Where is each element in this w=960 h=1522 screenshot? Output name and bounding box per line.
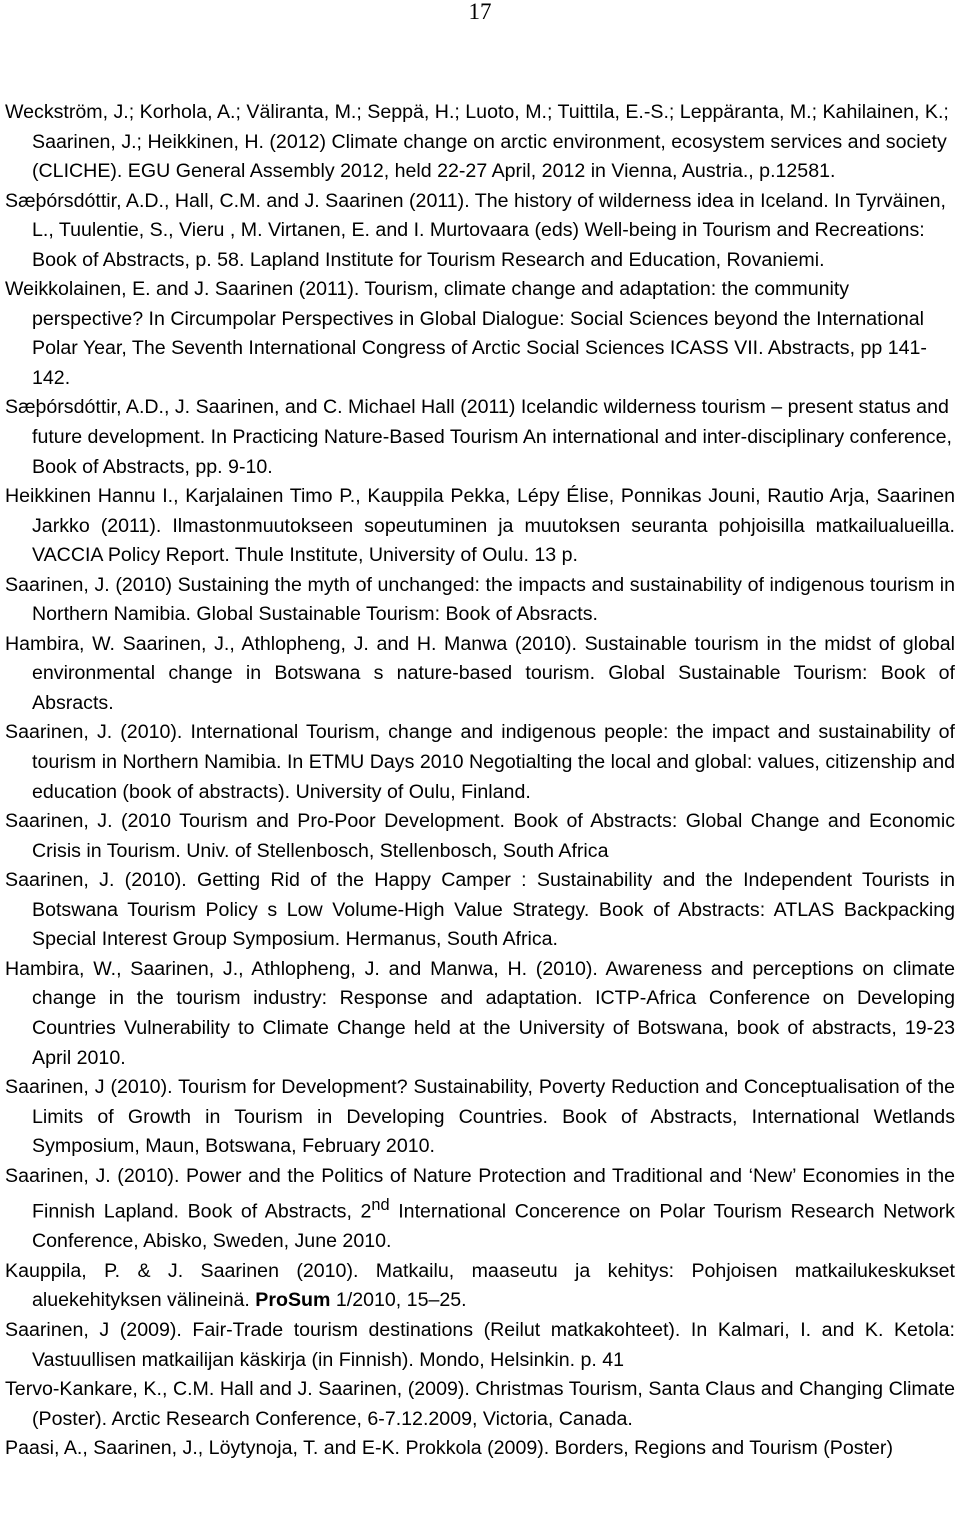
reference-text: Saarinen, J. (2010). Power and the Politics of Nature Protection and Traditional and ‘New’ Economies in the Finnish Lapland. Book of Abstracts, 2 [5,1164,955,1223]
reference-item [5,1257,955,1316]
reference-text: Kauppila, P. & J. Saarinen (2010). Matkailu, maaseutu ja kehitys: Pohjoisen matkailukeskukset aluekehityksen välineinä. [5,1259,955,1312]
reference-item: Saarinen, J. (2010) Sustaining the myth of unchanged: the impacts and sustainability of indigenous tourism in Northern Namibia. Global Sustainable Tourism: Book of Absracts. [5,573,955,626]
superscript: nd [371,1196,390,1215]
reference-text: 1/2010, 15–25. [330,1289,467,1312]
reference-item: Paasi, A., Saarinen, J., Löytynoja, T. and E-K. Prokkola (2009). Borders, Regions and Tourism (Poster) [5,1437,893,1460]
reference-item: Heikkinen Hannu I., Karjalainen Timo P., Kauppila Pekka, Lépy Élise, Ponnikas Jouni, Rautio Arja, Saarinen Jarkko (2011). Ilmastonmuutokseen sopeutuminen ja muutoksen seuranta pohjoisilla matkailualueilla. VACCIA Policy Report. Thule Institute, University of Oulu. 13 p. [5,485,955,567]
reference-item: Weckström, J.; Korhola, A.; Väliranta, M.; Seppä, H.; Luoto, M.; Tuittila, E.-S.; Leppäranta, M.; Kahilainen, K.; Saarinen, J.; Heikkinen, H. (2012) Climate change on arctic environment, ecosystem services and society (CLICHE). EGU General Assembly 2012, held 22-27 April, 2012 in Vienna, Austria., p.12581. [5,101,949,183]
reference-item: Saarinen, J. (2010). International Tourism, change and indigenous people: the impact and sustainability of tourism in Northern Namibia. In ETMU Days 2010 Negotialting the local and global: values, citizenship and education (book of abstracts). University of Oulu, Finland. [5,721,955,803]
page-number: 17 [468,0,492,24]
reference-text: International Concerence on Polar Tourism Research Network Conference, Abisko, Sweden, June 2010. [32,1200,955,1253]
reference-item: Saarinen, J. (2010). Getting Rid of the Happy Camper : Sustainability and the Independent Tourists in Botswana Tourism Policy s Low Volume-High Value Strategy. Book of Abstracts: ATLAS Backpacking Special Interest Group Symposium. Hermanus, South Africa. [5,869,955,951]
reference-item: Saarinen, J (2009). Fair-Trade tourism destinations (Reilut matkakohteet). In Kalmari, I. and K. Ketola: Vastuullisen matkailijan käskirja (in Finnish). Mondo, Helsinkin. p. 41 [5,1318,955,1371]
reference-item: Tervo-Kankare, K., C.M. Hall and J. Saarinen, (2009). Christmas Tourism, Santa Claus and Changing Climate (Poster). Arctic Research Conference, 6-7.12.2009, Victoria, Canada. [5,1378,955,1430]
reference-item: Sæþórsdóttir, A.D., J. Saarinen, and C. Michael Hall (2011) Icelandic wilderness tourism – present status and future development. In Practicing Nature-Based Tourism An international and inter-disciplinary conference, Book of Abstracts, pp. 9-10. [5,396,952,478]
journal-name: ProSum [255,1289,331,1312]
reference-item: Weikkolainen, E. and J. Saarinen (2011). Tourism, climate change and adaptation: the community perspective? In Circumpolar Perspectives in Global Dialogue: Social Sciences beyond the International Polar Year, The Seventh International Congress of Arctic Social Sciences ICASS VII. Abstracts, pp 141-142. [5,278,927,389]
reference-item [5,1162,955,1257]
reference-item: Saarinen, J (2010). Tourism for Development? Sustainability, Poverty Reduction and Conceptualisation of the Limits of Growth in Tourism in Developing Countries. Book of Abstracts, International Wetlands Symposium, Maun, Botswana, February 2010. [5,1076,955,1158]
reference-item: Saarinen, J. (2010 Tourism and Pro-Poor Development. Book of Abstracts: Global Change and Economic Crisis in Tourism. Univ. of Stellenbosch, Stellenbosch, South Africa [5,810,955,862]
reference-item: Sæþórsdóttir, A.D., Hall, C.M. and J. Saarinen (2011). The history of wilderness idea in Iceland. In Tyrväinen, L., Tuulentie, S., Vieru , M. Virtanen, E. and I. Murtovaara (eds) Well-being in Tourism and Recreations: Book of Abstracts, p. 58. Lapland Institute for Tourism Research and Education, Rovaniemi. [5,189,946,271]
reference-item: Hambira, W., Saarinen, J., Athlopheng, J. and Manwa, H. (2010). Awareness and perceptions on climate change in the tourism industry: Response and adaptation. ICTP-Africa Conference on Developing Countries Vulnerability to Climate Change held at the University of Botswana, book of abstracts, 19-23 April 2010. [5,957,955,1069]
reference-list [5,98,955,1464]
reference-item: Hambira, W. Saarinen, J., Athlopheng, J. and H. Manwa (2010). Sustainable tourism in the midst of global environmental change in Botswana s nature-based tourism. Global Sustainable Tourism: Book of Absracts. [5,632,955,714]
